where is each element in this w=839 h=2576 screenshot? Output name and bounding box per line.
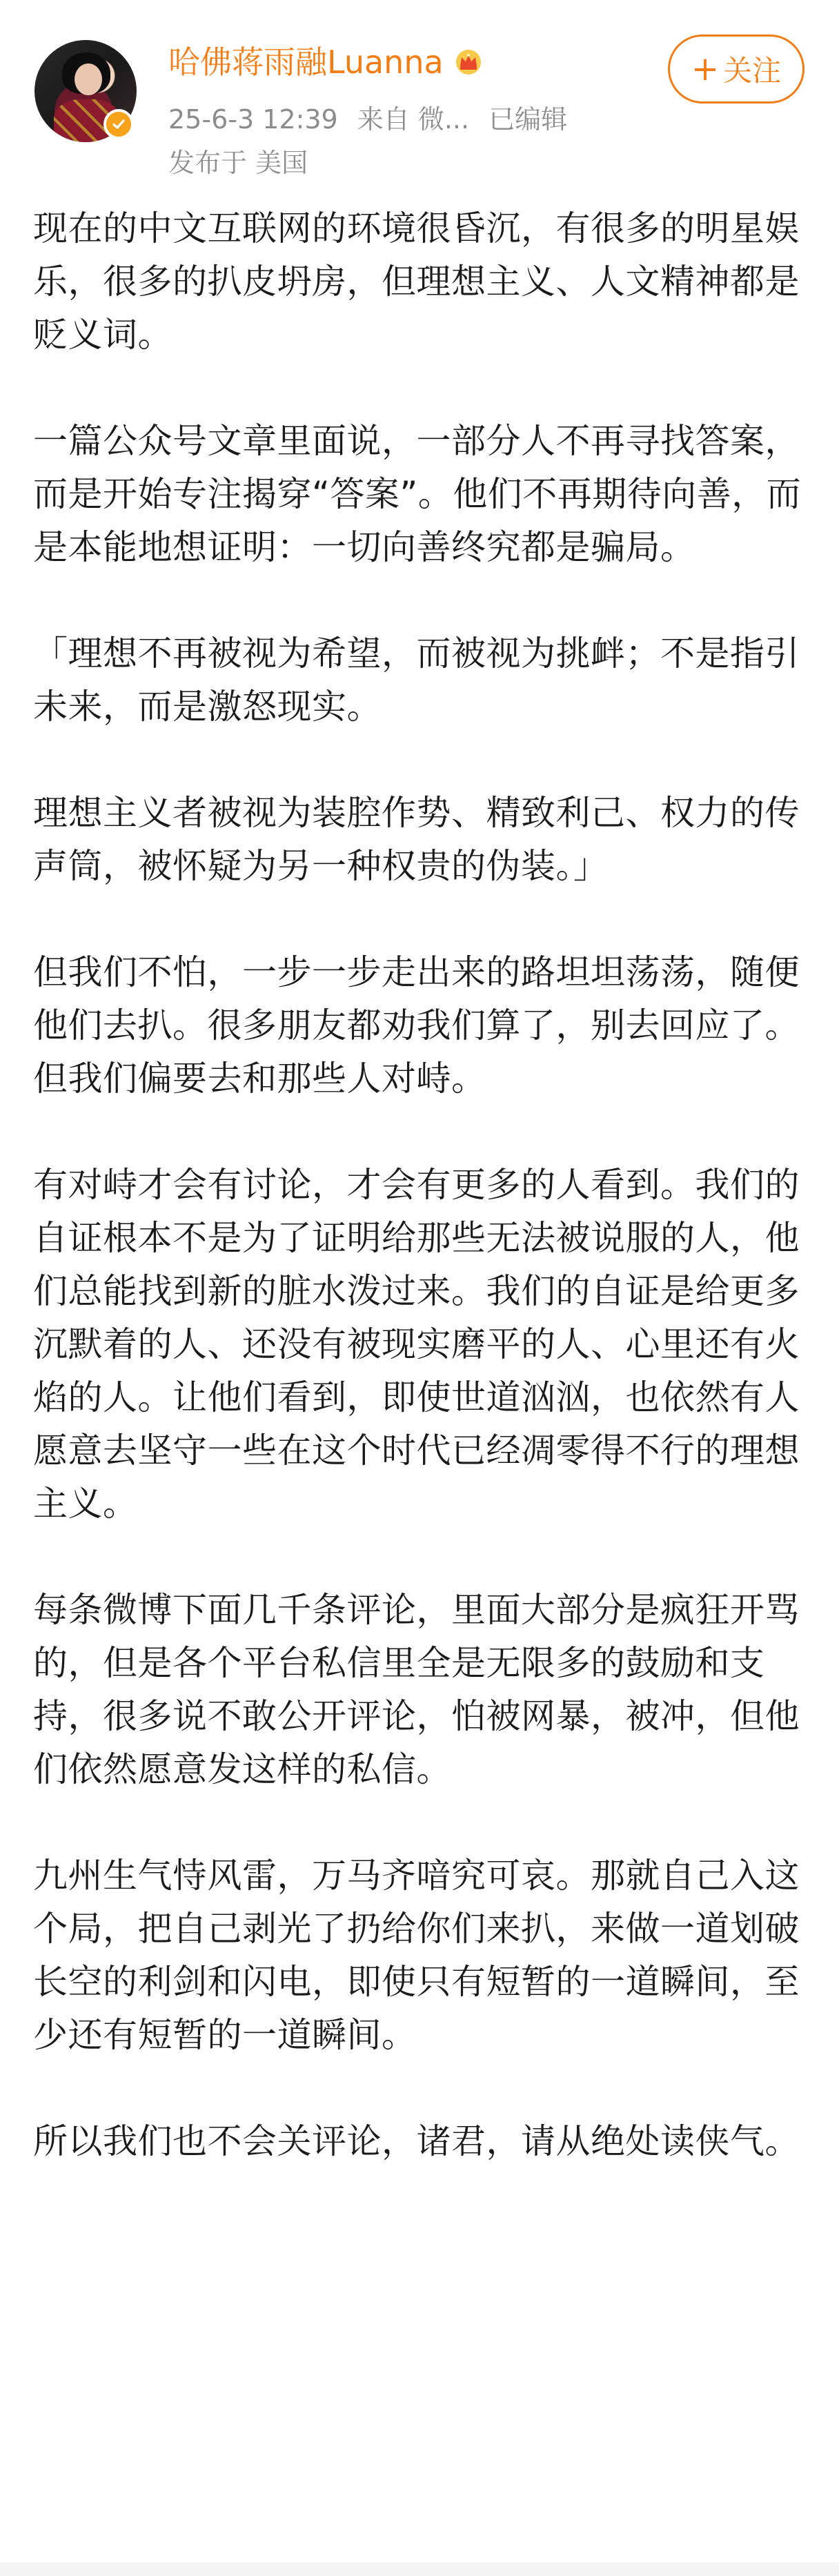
bottom-divider bbox=[0, 2562, 839, 2576]
post-paragraph: 理想主义者被视为装腔作势、精致利己、权力的传声筒，被怀疑为另一种权贵的伪装。」 bbox=[33, 793, 800, 886]
post-body bbox=[33, 202, 809, 2221]
crown-member-icon bbox=[453, 48, 484, 76]
user-name[interactable]: 哈佛蒋雨融Luanna bbox=[168, 43, 444, 81]
follow-button[interactable] bbox=[668, 35, 805, 104]
post-paragraph: 九州生气恃风雷，万马齐喑究可哀。那就自己入这个局，把自己剥光了扔给你们来扒，来做一道划破长空的利剑和闪电，即使只有短暂的一道瞬间，至少还有短暂的一道瞬间。 bbox=[33, 1856, 800, 2055]
plus-icon: + bbox=[691, 50, 720, 88]
post-date: 25-6-3 12:39 bbox=[168, 104, 338, 135]
post-paragraph: 一篇公众号文章里面说，一部分人不再寻找答案，而是开始专注揭穿“答案”。他们不再期待向善，而是本能地想证明：一切向善终究都是骗局。 bbox=[33, 421, 802, 567]
post-paragraph: 现在的中文互联网的环境很昏沉，有很多的明星娱乐，很多的扒皮坍房，但理想主义、人文精神都是贬义词。 bbox=[33, 208, 800, 355]
edited-label[interactable]: 已编辑 bbox=[488, 104, 568, 135]
follow-button-label: 关注 bbox=[723, 54, 782, 88]
post-paragraph: 「理想不再被视为希望，而被视为挑衅；不是指引未来，而是激怒现实。 bbox=[33, 633, 800, 727]
post-paragraph: 每条微博下面几千条评论，里面大部分是疯狂开骂的，但是各个平台私信里全是无限多的鼓励和支持，很多说不敢公开评论，怕被网暴，被冲，但他们依然愿意发这样的私信。 bbox=[33, 1590, 800, 1789]
post-meta bbox=[168, 104, 586, 135]
verified-badge-icon bbox=[103, 109, 134, 139]
post-paragraph: 但我们不怕，一步一步走出来的路坦坦荡荡，随便他们去扒。很多朋友都劝我们算了，别去回应了。但我们偏要去和那些人对峙。 bbox=[33, 952, 800, 1099]
post-source[interactable]: 来自 微... bbox=[357, 104, 470, 135]
post-location: 发布于 美国 bbox=[168, 148, 308, 178]
post-paragraph: 有对峙才会有讨论，才会有更多的人看到。我们的自证根本不是为了证明给那些无法被说服的人，他们总能找到新的脏水泼过来。我们的自证是给更多沉默着的人、还没有被现实磨平的人、心里还有火焰的人。让他们看到，即使世道汹汹，也依然有人愿意去坚守一些在这个时代已经凋零得不行的理想主义。 bbox=[33, 1165, 800, 1524]
post-paragraph: 所以我们也不会关评论，诸君，请从绝处读侠气。 bbox=[33, 2121, 800, 2161]
user-name-row[interactable] bbox=[168, 43, 484, 81]
post-header bbox=[0, 0, 839, 200]
